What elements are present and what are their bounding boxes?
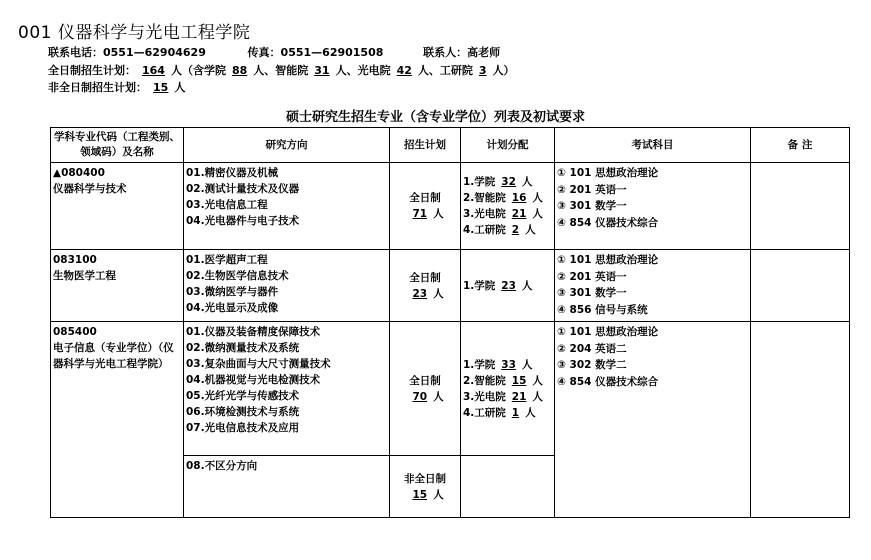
- direction-item: 03.复杂曲面与大尺寸测量技术: [186, 358, 331, 370]
- direction-item: 01.仪器及装备精度保障技术: [186, 326, 321, 338]
- directions-cell: [184, 163, 390, 250]
- program-name: 仪器科学与技术: [53, 183, 127, 195]
- fulltime-plan-text: 人）: [492, 64, 515, 77]
- plan-type: 全日制: [409, 271, 441, 284]
- allocation-number: 16: [511, 192, 527, 204]
- allocation-unit-label: 3.光电院: [463, 390, 506, 403]
- directions-cell: [184, 250, 390, 322]
- fulltime-plan-text: 人（含学院: [170, 64, 226, 77]
- col-header-remarks: 备 注: [751, 128, 850, 163]
- plan-cell: [390, 456, 461, 518]
- plan-unit: 人: [433, 488, 444, 501]
- program-code: 085400: [53, 326, 97, 338]
- contact-line: [48, 44, 500, 60]
- allocation-unit-label: 1.学院: [463, 176, 496, 188]
- subjects-cell: [555, 322, 751, 518]
- allocation-item: [463, 357, 552, 373]
- allocation-number: 21: [511, 208, 527, 220]
- plan-number: 71: [412, 208, 428, 220]
- allocation-unit: 人: [521, 176, 533, 188]
- direction-item: 02.微纳测量技术及系统: [186, 342, 300, 354]
- direction-item: 04.光电显示及成像: [186, 302, 279, 314]
- allocation-item: [463, 174, 552, 190]
- fulltime-plan-line: [48, 62, 515, 78]
- remarks-cell: [751, 163, 850, 250]
- allocation-cell: [461, 456, 555, 518]
- table-header-row: [51, 128, 850, 163]
- subjects-cell: [555, 163, 751, 250]
- contact-person: 联系人：高老师: [423, 46, 501, 59]
- contact-fax: 传真：0551—62901508: [247, 46, 384, 59]
- plan-number: 23: [412, 287, 428, 300]
- allocation-number: 33: [501, 358, 516, 371]
- program-cell: [51, 322, 184, 518]
- parttime-plan-label: 非全日制招生计划：: [48, 81, 147, 94]
- col-header-allocation: 计划分配: [461, 128, 555, 163]
- fulltime-plan-intelligent: 31: [314, 64, 330, 77]
- plan-unit: 人: [433, 208, 444, 220]
- allocation-unit: 人: [521, 279, 533, 292]
- fulltime-plan-optoelectronic: 42: [396, 64, 412, 77]
- direction-item: 04.光电器件与电子技术: [186, 215, 300, 227]
- allocation-item: [463, 373, 552, 389]
- allocation-number: 21: [511, 390, 527, 403]
- allocation-unit: 人: [532, 208, 543, 220]
- subject-item: ② 204 英语二: [557, 342, 627, 355]
- fulltime-plan-engineering: 3: [478, 64, 487, 77]
- allocation-number: 23: [501, 279, 516, 292]
- direction-item: 01.医学超声工程: [186, 254, 268, 266]
- allocation-unit: 人: [532, 390, 543, 403]
- plan-type: 全日制: [409, 192, 441, 204]
- plan-cell: [390, 163, 461, 250]
- subject-item: ③ 301 数学一: [557, 287, 627, 299]
- directions-cell: [184, 456, 390, 518]
- subjects-cell: [555, 250, 751, 322]
- fulltime-plan-text: 人、智能院: [253, 64, 309, 77]
- subject-item: ① 101 思想政治理论: [557, 167, 659, 179]
- subject-item: ③ 301 数学一: [557, 200, 627, 212]
- fulltime-plan-label: 全日制招生计划：: [48, 64, 136, 77]
- direction-item: 02.测试计量技术及仪器: [186, 183, 300, 195]
- program-name: 电子信息（专业学位）（仪器科学与光电工程学院）: [53, 342, 174, 370]
- direction-item: 08.不区分方向: [186, 460, 258, 472]
- program-code: 083100: [53, 254, 97, 266]
- fulltime-plan-college: 88: [231, 64, 248, 77]
- col-header-direction: 研究方向: [184, 128, 390, 163]
- col-header-plan: 招生计划: [390, 128, 461, 163]
- subject-item: ② 201 英语一: [557, 270, 627, 283]
- contact-phone: 联系电话：0551—62904629: [48, 46, 206, 59]
- allocation-unit-label: 4.工研院: [463, 224, 506, 236]
- table-title: 硕士研究生招生专业（含专业学位）列表及初试要求: [285, 110, 585, 125]
- direction-item: 06.环境检测技术与系统: [186, 406, 300, 418]
- allocation-number: 32: [501, 176, 516, 188]
- subject-item: ④ 854 仪器技术综合: [557, 375, 659, 388]
- fulltime-plan-text: 人、光电院: [335, 64, 391, 77]
- subject-item: ④ 856 信号与系统: [557, 303, 648, 316]
- plan-unit: 人: [433, 287, 444, 300]
- remarks-cell: [751, 250, 850, 322]
- direction-item: 05.光纤光学与传感技术: [186, 390, 300, 402]
- subject-item: ② 201 英语一: [557, 183, 627, 196]
- directions-cell: [184, 322, 390, 456]
- table-row: [51, 322, 850, 456]
- allocation-unit: 人: [532, 192, 543, 204]
- parttime-plan-unit: 人: [174, 81, 186, 94]
- col-header-code: 学科专业代码（工程类别、领域码）及名称: [51, 128, 184, 163]
- plan-unit: 人: [433, 390, 444, 403]
- allocation-item: [463, 389, 552, 405]
- program-code: ▲080400: [53, 167, 105, 179]
- allocation-number: 15: [511, 374, 527, 387]
- allocation-unit: 人: [521, 358, 533, 371]
- fulltime-plan-total: 164: [142, 64, 165, 77]
- program-cell: [51, 163, 184, 250]
- page-title: 001 仪器科学与光电工程学院: [18, 23, 251, 43]
- plan-cell: [390, 322, 461, 456]
- direction-item: 04.机器视觉与光电检测技术: [186, 374, 321, 386]
- allocation-unit: 人: [532, 374, 543, 387]
- remarks-cell: [751, 322, 850, 518]
- allocation-item: [463, 222, 552, 238]
- direction-item: 07.光电信息技术及应用: [186, 422, 300, 434]
- plan-cell: [390, 250, 461, 322]
- subject-item: ① 101 思想政治理论: [557, 254, 659, 266]
- subject-item: ④ 854 仪器技术综合: [557, 216, 659, 229]
- allocation-unit-label: 1.学院: [463, 279, 496, 292]
- subject-item: ③ 302 数学二: [557, 359, 627, 371]
- plan-number: 70: [412, 390, 428, 403]
- allocation-cell: [461, 322, 555, 456]
- allocation-unit-label: 2.智能院: [463, 374, 506, 387]
- allocation-number: 1: [511, 406, 520, 419]
- parttime-plan-total: 15: [153, 81, 169, 94]
- programs-table: [50, 127, 850, 518]
- fulltime-plan-text: 人、工研院: [417, 64, 473, 77]
- allocation-unit-label: 4.工研院: [463, 406, 506, 419]
- allocation-unit-label: 2.智能院: [463, 192, 506, 204]
- plan-type: 全日制: [409, 374, 441, 387]
- allocation-unit-label: 1.学院: [463, 358, 496, 371]
- allocation-item: [463, 206, 552, 222]
- plan-type: 非全日制: [404, 472, 446, 485]
- allocation-item: [463, 190, 552, 206]
- allocation-unit: 人: [525, 224, 536, 236]
- direction-item: 03.光电信息工程: [186, 199, 268, 211]
- direction-item: 03.微纳医学与器件: [186, 286, 279, 298]
- direction-item: 02.生物医学信息技术: [186, 270, 289, 282]
- allocation-cell: [461, 250, 555, 322]
- allocation-item: [463, 405, 552, 421]
- allocation-cell: [461, 163, 555, 250]
- table-row: [51, 250, 850, 322]
- allocation-unit: 人: [525, 406, 536, 419]
- parttime-plan-line: [48, 79, 185, 95]
- allocation-item: [463, 278, 552, 294]
- subject-item: ① 101 思想政治理论: [557, 326, 659, 338]
- program-name: 生物医学工程: [53, 270, 116, 282]
- program-cell: [51, 250, 184, 322]
- col-header-subjects: 考试科目: [555, 128, 751, 163]
- allocation-number: 2: [511, 224, 520, 236]
- allocation-unit-label: 3.光电院: [463, 208, 506, 220]
- table-row: [51, 163, 850, 250]
- direction-item: 01.精密仪器及机械: [186, 167, 279, 179]
- plan-number: 15: [412, 488, 428, 501]
